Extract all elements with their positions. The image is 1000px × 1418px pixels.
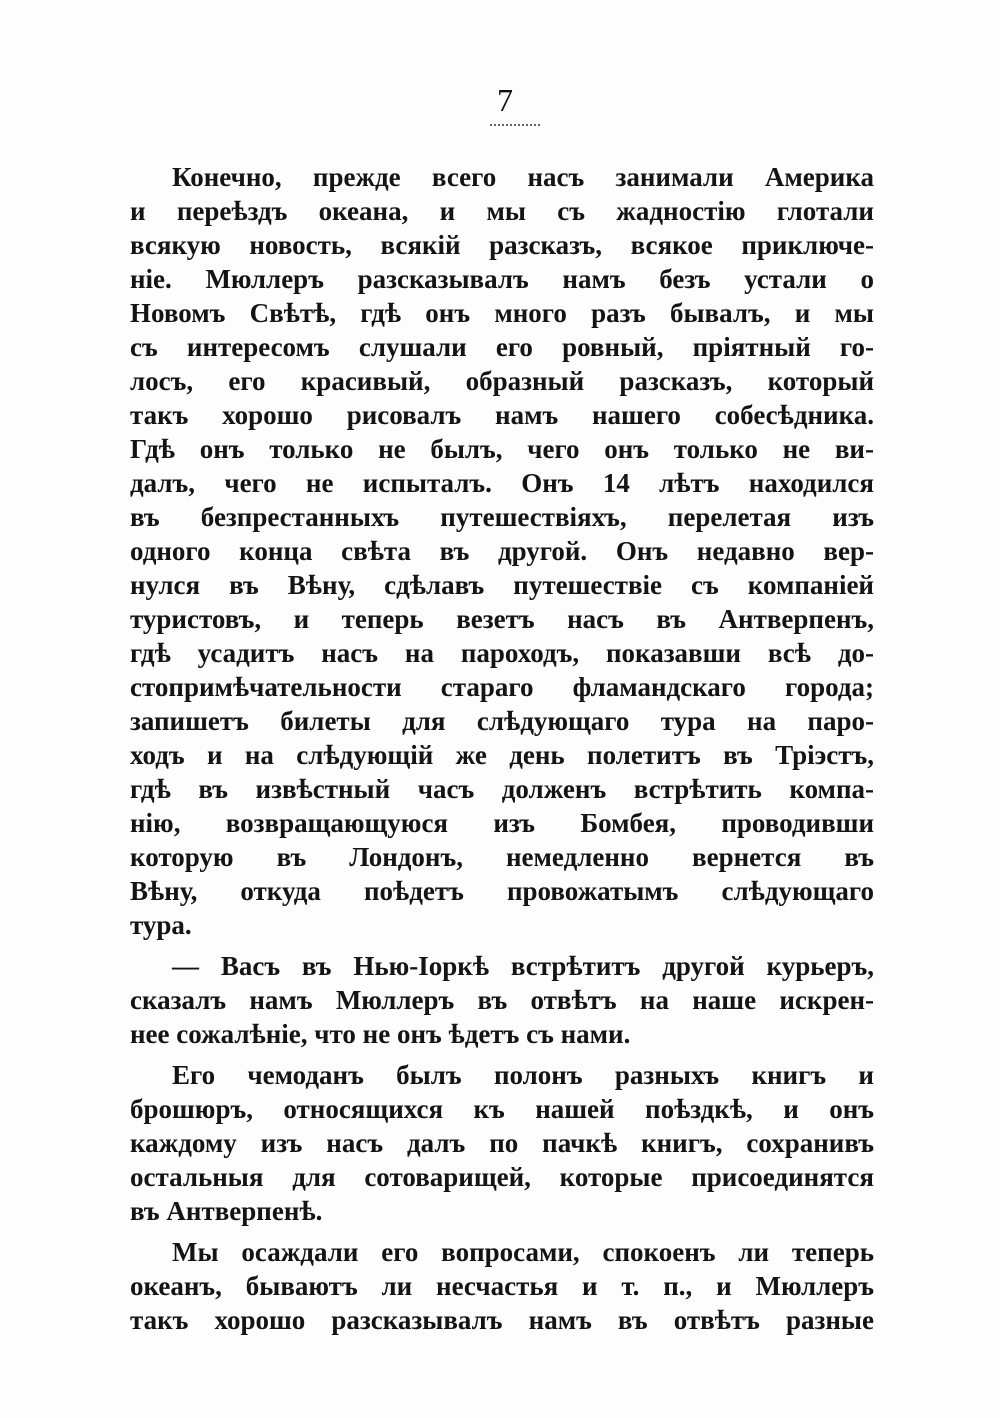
paragraph (130, 1058, 874, 1228)
text-line: ніе. Мюллеръ разсказывалъ намъ безъ устали о (130, 264, 874, 294)
text-line: каждому изъ насъ далъ по пачкѣ книгъ, сохранивъ (130, 1128, 874, 1158)
text-line: гдѣ усадитъ насъ на пароходъ, показавши всѣ до- (130, 638, 874, 668)
text-line: гдѣ въ извѣстный часъ долженъ встрѣтить компа- (130, 774, 874, 804)
text-line: нулся въ Вѣну, сдѣлавъ путешествіе съ компаніей (130, 570, 874, 600)
text-line: тура. (130, 910, 192, 940)
text-line: которую въ Лондонъ, немедленно вернется въ (130, 842, 874, 872)
text-line: далъ, чего не испыталъ. Онъ 14 лѣтъ находился (130, 468, 874, 498)
text-line: Мы осаждали его вопросами, спокоенъ ли теперь (172, 1237, 874, 1267)
text-line: съ интересомъ слушали его ровный, пріятный го- (130, 332, 874, 362)
text-line: ходъ и на слѣдующій же день полетитъ въ Тріэстъ, (130, 740, 874, 770)
text-line: въ безпрестанныхъ путешествіяхъ, перелетая изъ (130, 502, 874, 532)
text-line: нее сожалѣніе, что не онъ ѣдетъ съ нами. (130, 1019, 631, 1049)
page-number: 7 (497, 82, 513, 118)
text-line: и переѣздъ океана, и мы съ жадностію глотали (130, 196, 874, 226)
text-line: остальныя для сотоварищей, которые присоединятся (130, 1162, 874, 1192)
text-line: туристовъ, и теперь везетъ насъ въ Антверпенъ, (130, 604, 874, 634)
ornament-divider (490, 118, 540, 126)
text-line: такъ хорошо рисовалъ намъ нашего собесѣдника. (130, 400, 874, 430)
text-line: нію, возвращающуюся изъ Бомбея, проводивши (130, 808, 874, 838)
text-line: сказалъ намъ Мюллеръ въ отвѣтъ на наше искрен- (130, 985, 874, 1015)
paragraph (130, 949, 874, 1051)
paragraph (130, 1235, 874, 1337)
text-line: всякую новость, всякій разсказъ, всякое приключе- (130, 230, 874, 260)
paragraph (130, 160, 874, 942)
text-line: Новомъ Свѣтѣ, гдѣ онъ много разъ бывалъ, и мы (130, 298, 874, 328)
text-line: такъ хорошо разсказывалъ намъ въ отвѣтъ разные (130, 1305, 874, 1335)
text-line: лосъ, его красивый, образный разсказъ, который (130, 366, 874, 396)
text-line: — Васъ въ Нью-Іоркѣ встрѣтитъ другой курьеръ, (172, 951, 874, 981)
text-line: одного конца свѣта въ другой. Онъ недавно вер- (130, 536, 874, 566)
body-text (130, 160, 874, 1337)
text-line: Конечно, прежде всего насъ занимали Америка (172, 162, 874, 192)
text-line: Вѣну, откуда поѣдетъ провожатымъ слѣдующаго (130, 876, 874, 906)
text-line: въ Антверпенѣ. (130, 1196, 323, 1226)
text-line: запишетъ билеты для слѣдующаго тура на паро- (130, 706, 874, 736)
text-line: Гдѣ онъ только не былъ, чего онъ только не ви- (130, 434, 874, 464)
text-line: стопримѣчательности стараго фламандскаго города; (130, 672, 874, 702)
text-line: океанъ, бываютъ ли несчастья и т. п., и Мюллеръ (130, 1271, 874, 1301)
text-line: брошюръ, относящихся къ нашей поѣздкѣ, и онъ (130, 1094, 874, 1124)
text-line: Его чемоданъ былъ полонъ разныхъ книгъ и (172, 1060, 874, 1090)
